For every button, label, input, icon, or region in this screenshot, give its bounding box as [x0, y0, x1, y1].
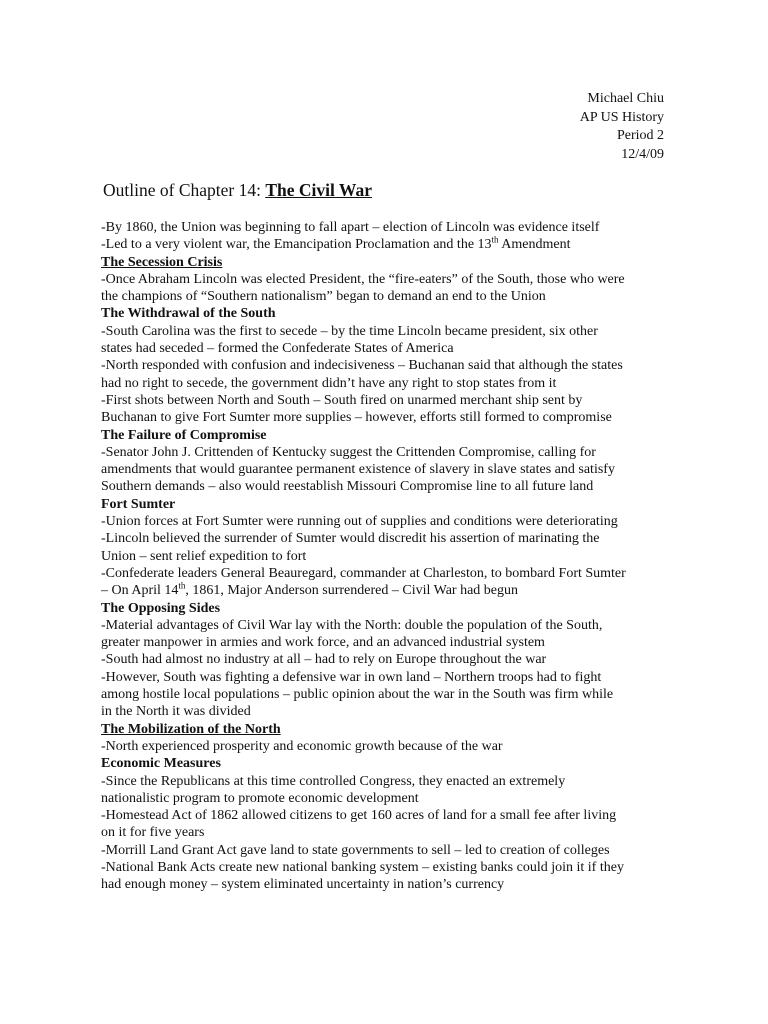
- line-text: The Mobilization of the North: [101, 721, 281, 737]
- outline-line: [101, 617, 681, 634]
- outline-line: [101, 565, 681, 582]
- outline-line: [101, 582, 681, 599]
- outline-line: [101, 773, 681, 790]
- line-text: Buchanan to give Fort Sumter more supplies – however, efforts still formed to compromise: [101, 410, 612, 426]
- class-period: Period 2: [616, 128, 664, 143]
- chapter-title: The Civil War: [265, 180, 372, 200]
- outline-line: [101, 876, 681, 893]
- line-text: Southern demands – also would reestablish Missouri Compromise line to all future land: [101, 479, 594, 495]
- line-text: Union – sent relief expedition to fort: [101, 548, 307, 564]
- line-text: the champions of “Southern nationalism” began to demand an end to the Union: [101, 289, 546, 305]
- line-text: -National Bank Acts create new national banking system – existing banks could join it if they: [101, 859, 624, 875]
- line-text-continued: , 1861, Major Anderson surrendered – Civil War had begun: [185, 583, 519, 599]
- section-heading: [101, 254, 681, 271]
- outline-line: [101, 357, 681, 374]
- outline-line: [101, 461, 681, 478]
- ordinal-superscript: th: [491, 234, 499, 245]
- line-text: -Union forces at Fort Sumter were running out of supplies and conditions were deteriorating: [101, 514, 618, 530]
- outline-line: [101, 392, 681, 409]
- outline-body: [101, 219, 681, 894]
- outline-line: [101, 669, 681, 686]
- line-text: -Lincoln believed the surrender of Sumter would discredit his assertion of marinating the: [101, 531, 600, 547]
- outline-line: [101, 409, 681, 426]
- line-text: -South Carolina was the first to secede – by the time Lincoln became president, six other: [101, 323, 598, 339]
- outline-line: [101, 824, 681, 841]
- line-text: nationalistic program to promote economic development: [101, 790, 419, 806]
- outline-line: [101, 548, 681, 565]
- line-text-continued: Amendment: [498, 237, 571, 253]
- title-prefix: Outline of Chapter 14:: [103, 180, 266, 200]
- line-text: -North experienced prosperity and economic growth because of the war: [101, 738, 503, 754]
- line-text: -Since the Republicans at this time controlled Congress, they enacted an extremely: [101, 773, 566, 789]
- course-name: AP US History: [579, 109, 664, 125]
- section-heading: [101, 721, 681, 738]
- outline-line: [101, 651, 681, 668]
- line-text: -North responded with confusion and indecisiveness – Buchanan said that although the states: [101, 358, 623, 374]
- line-text: -South had almost no industry at all – had to rely on Europe throughout the war: [101, 652, 547, 668]
- line-text: on it for five years: [101, 825, 205, 841]
- section-heading: [101, 600, 681, 617]
- section-heading: [101, 305, 681, 322]
- outline-line: [101, 807, 681, 824]
- outline-line: [101, 738, 681, 755]
- outline-line: [101, 842, 681, 859]
- line-text: Economic Measures: [101, 756, 221, 772]
- line-text: The Secession Crisis: [101, 254, 223, 270]
- page-title: [103, 178, 372, 202]
- line-text: -Senator John J. Crittenden of Kentucky suggest the Crittenden Compromise, calling for: [101, 444, 596, 460]
- line-text: -By 1860, the Union was beginning to fall apart – election of Lincoln was evidence itself: [101, 220, 600, 235]
- line-text: -Material advantages of Civil War lay with the North: double the population of the South,: [101, 617, 603, 633]
- line-text: -Homestead Act of 1862 allowed citizens to get 160 acres of land for a small fee after living: [101, 808, 617, 824]
- line-text: -Morrill Land Grant Act gave land to state governments to sell – led to creation of colleges: [101, 842, 610, 858]
- outline-line: [101, 375, 681, 392]
- outline-line: [101, 323, 681, 340]
- outline-line: [101, 513, 681, 530]
- outline-line: [101, 288, 681, 305]
- outline-line: [101, 340, 681, 357]
- ordinal-superscript: th: [178, 580, 186, 591]
- outline-line: [101, 790, 681, 807]
- line-text: – On April 14: [101, 583, 179, 599]
- line-text: The Opposing Sides: [101, 600, 221, 616]
- outline-line: [101, 634, 681, 651]
- line-text: -Confederate leaders General Beauregard, commander at Charleston, to bombard Fort Sumter: [101, 565, 626, 581]
- line-text: The Failure of Compromise: [101, 427, 267, 443]
- outline-line: [101, 859, 681, 876]
- line-text: among hostile local populations – public opinion about the war in the South was firm while: [101, 687, 614, 703]
- line-text: -Once Abraham Lincoln was elected President, the “fire-eaters” of the South, those who were: [101, 271, 625, 287]
- line-text: The Withdrawal of the South: [101, 306, 276, 322]
- line-text: -First shots between North and South – South fired on unarmed merchant ship sent by: [101, 392, 583, 408]
- line-text: amendments that would guarantee permanent existence of slavery in slave states and satisfy: [101, 462, 615, 478]
- section-heading: [101, 496, 681, 513]
- outline-line: [101, 219, 681, 236]
- line-text: had no right to secede, the government didn’t have any right to stop states from it: [101, 375, 557, 391]
- line-text: greater manpower in armies and work force, and an advanced industrial system: [101, 635, 545, 651]
- line-text: had enough money – system eliminated uncertainty in nation’s currency: [101, 877, 505, 893]
- outline-line: [101, 686, 681, 703]
- outline-line: [101, 236, 681, 253]
- student-header: [580, 90, 664, 164]
- student-name: Michael Chiu: [587, 91, 664, 106]
- outline-line: [101, 444, 681, 461]
- line-text: in the North it was divided: [101, 704, 251, 720]
- line-text: Fort Sumter: [101, 496, 176, 512]
- outline-line: [101, 703, 681, 720]
- line-text: -Led to a very violent war, the Emancipation Proclamation and the 13: [101, 237, 492, 253]
- outline-line: [101, 271, 681, 288]
- outline-line: [101, 478, 681, 495]
- document-date: 12/4/09: [621, 146, 664, 162]
- outline-line: [101, 530, 681, 547]
- section-heading: [101, 755, 681, 772]
- line-text: states had seceded – formed the Confederate States of America: [101, 341, 454, 357]
- line-text: -However, South was fighting a defensive war in own land – Northern troops had to fight: [101, 669, 602, 685]
- section-heading: [101, 427, 681, 444]
